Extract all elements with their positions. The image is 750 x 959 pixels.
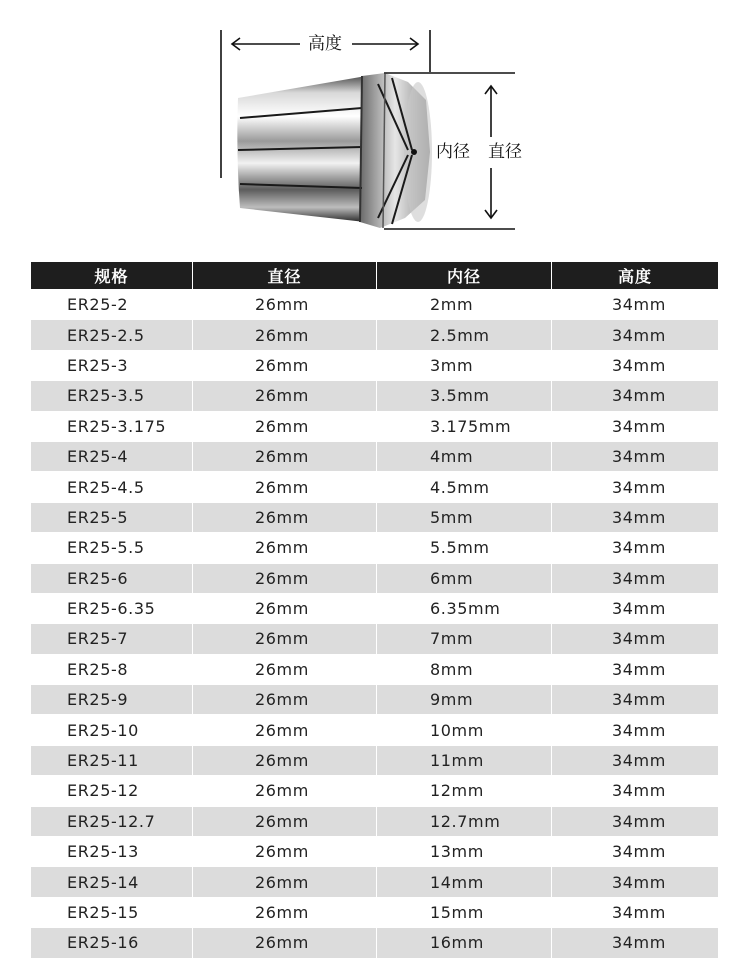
table-row — [31, 564, 718, 594]
cell-height: 34mm — [612, 477, 666, 497]
cell-spec: ER25-5 — [31, 503, 193, 532]
cell-height: 34mm — [612, 811, 666, 831]
cell-inner-diameter: 12.7mm — [377, 807, 552, 836]
cell-diameter: 26mm — [193, 685, 377, 714]
cell-height: 34mm — [612, 416, 666, 436]
cell-inner-diameter: 13mm — [377, 837, 552, 866]
cell-inner-diameter: 9mm — [377, 685, 552, 714]
cell-inner-diameter: 12mm — [377, 776, 552, 805]
table-row — [31, 624, 718, 654]
cell-diameter: 26mm — [193, 867, 377, 896]
table-row — [31, 867, 718, 897]
cell-spec: ER25-4.5 — [31, 472, 193, 501]
cell-spec: ER25-5.5 — [31, 533, 193, 562]
table-row — [31, 715, 718, 745]
cell-spec: ER25-7 — [31, 624, 193, 653]
cell-inner-diameter: 8mm — [377, 655, 552, 684]
cell-diameter: 26mm — [193, 472, 377, 501]
cell-spec: ER25-3 — [31, 351, 193, 380]
cell-height: 34mm — [612, 842, 666, 862]
cell-height: 34mm — [612, 538, 666, 558]
cell-diameter: 26mm — [193, 290, 377, 319]
cell-inner-diameter: 3.5mm — [377, 381, 552, 410]
collet-dimension-figure — [0, 0, 750, 255]
cell-diameter: 26mm — [193, 715, 377, 744]
height-label: 高度 — [304, 34, 346, 54]
table-row — [31, 503, 718, 533]
cell-spec: ER25-2 — [31, 290, 193, 319]
table-header-row — [31, 262, 718, 290]
cell-diameter: 26mm — [193, 655, 377, 684]
cell-diameter: 26mm — [193, 837, 377, 866]
table-row — [31, 594, 718, 624]
table-row — [31, 533, 718, 563]
cell-diameter: 26mm — [193, 776, 377, 805]
collet-drawing — [0, 0, 750, 255]
cell-height: 34mm — [612, 447, 666, 467]
cell-inner-diameter: 3.175mm — [377, 412, 552, 441]
cell-spec: ER25-8 — [31, 655, 193, 684]
table-row — [31, 928, 718, 958]
header-diameter: 直径 — [193, 262, 377, 289]
cell-spec: ER25-9 — [31, 685, 193, 714]
cell-inner-diameter: 2mm — [377, 290, 552, 319]
cell-diameter: 26mm — [193, 442, 377, 471]
table-body — [31, 290, 718, 959]
cell-inner-diameter: 7mm — [377, 624, 552, 653]
table-row — [31, 807, 718, 837]
cell-height: 34mm — [612, 325, 666, 345]
cell-spec: ER25-16 — [31, 928, 193, 957]
table-row — [31, 320, 718, 350]
collet-body — [237, 73, 432, 228]
table-row — [31, 685, 718, 715]
cell-diameter: 26mm — [193, 898, 377, 927]
cell-diameter: 26mm — [193, 564, 377, 593]
header-spec: 规格 — [31, 262, 193, 289]
cell-height: 34mm — [612, 568, 666, 588]
cell-diameter: 26mm — [193, 746, 377, 775]
inner-diameter-label: 内径 — [436, 142, 470, 162]
cell-diameter: 26mm — [193, 503, 377, 532]
cell-diameter: 26mm — [193, 807, 377, 836]
cell-spec: ER25-4 — [31, 442, 193, 471]
table-row — [31, 351, 718, 381]
cell-inner-diameter: 14mm — [377, 867, 552, 896]
cell-spec: ER25-13 — [31, 837, 193, 866]
cell-inner-diameter: 11mm — [377, 746, 552, 775]
cell-height: 34mm — [612, 355, 666, 375]
diameter-label: 直径 — [484, 142, 526, 162]
cell-spec: ER25-11 — [31, 746, 193, 775]
cell-height: 34mm — [612, 295, 666, 315]
table-row — [31, 381, 718, 411]
cell-height: 34mm — [612, 386, 666, 406]
cell-spec: ER25-10 — [31, 715, 193, 744]
table-row — [31, 472, 718, 502]
cell-inner-diameter: 2.5mm — [377, 320, 552, 349]
cell-inner-diameter: 4mm — [377, 442, 552, 471]
cell-height: 34mm — [612, 629, 666, 649]
cell-inner-diameter: 4.5mm — [377, 472, 552, 501]
cell-height: 34mm — [612, 751, 666, 771]
table-row — [31, 898, 718, 928]
cell-height: 34mm — [612, 781, 666, 801]
cell-inner-diameter: 5mm — [377, 503, 552, 532]
cell-spec: ER25-2.5 — [31, 320, 193, 349]
cell-spec: ER25-6 — [31, 564, 193, 593]
cell-spec: ER25-12 — [31, 776, 193, 805]
table-row — [31, 837, 718, 867]
cell-spec: ER25-6.35 — [31, 594, 193, 623]
cell-diameter: 26mm — [193, 594, 377, 623]
cell-spec: ER25-3.175 — [31, 412, 193, 441]
cell-inner-diameter: 6.35mm — [377, 594, 552, 623]
cell-height: 34mm — [612, 599, 666, 619]
cell-height: 34mm — [612, 903, 666, 922]
cell-spec: ER25-15 — [31, 898, 193, 927]
cell-height: 34mm — [612, 933, 666, 953]
cell-inner-diameter: 3mm — [377, 351, 552, 380]
table-row — [31, 655, 718, 685]
cell-diameter: 26mm — [193, 320, 377, 349]
cell-spec: ER25-12.7 — [31, 807, 193, 836]
table-row — [31, 746, 718, 776]
header-inner-diameter: 内径 — [377, 262, 552, 289]
cell-height: 34mm — [612, 507, 666, 527]
table-row — [31, 442, 718, 472]
cell-diameter: 26mm — [193, 412, 377, 441]
cell-height: 34mm — [612, 659, 666, 679]
table-row — [31, 776, 718, 806]
cell-diameter: 26mm — [193, 928, 377, 957]
cell-diameter: 26mm — [193, 624, 377, 653]
cell-height: 34mm — [612, 720, 666, 740]
table-row — [31, 412, 718, 442]
cell-inner-diameter: 6mm — [377, 564, 552, 593]
cell-diameter: 26mm — [193, 381, 377, 410]
header-height: 高度 — [617, 267, 652, 286]
cell-inner-diameter: 15mm — [377, 898, 552, 927]
spec-table — [31, 262, 718, 959]
cell-height: 34mm — [612, 690, 666, 710]
cell-inner-diameter: 5.5mm — [377, 533, 552, 562]
cell-inner-diameter: 10mm — [377, 715, 552, 744]
cell-diameter: 26mm — [193, 351, 377, 380]
cell-height: 34mm — [612, 872, 666, 892]
cell-spec: ER25-3.5 — [31, 381, 193, 410]
cell-inner-diameter: 16mm — [377, 928, 552, 957]
cell-spec: ER25-14 — [31, 867, 193, 896]
table-row — [31, 290, 718, 320]
cell-diameter: 26mm — [193, 533, 377, 562]
